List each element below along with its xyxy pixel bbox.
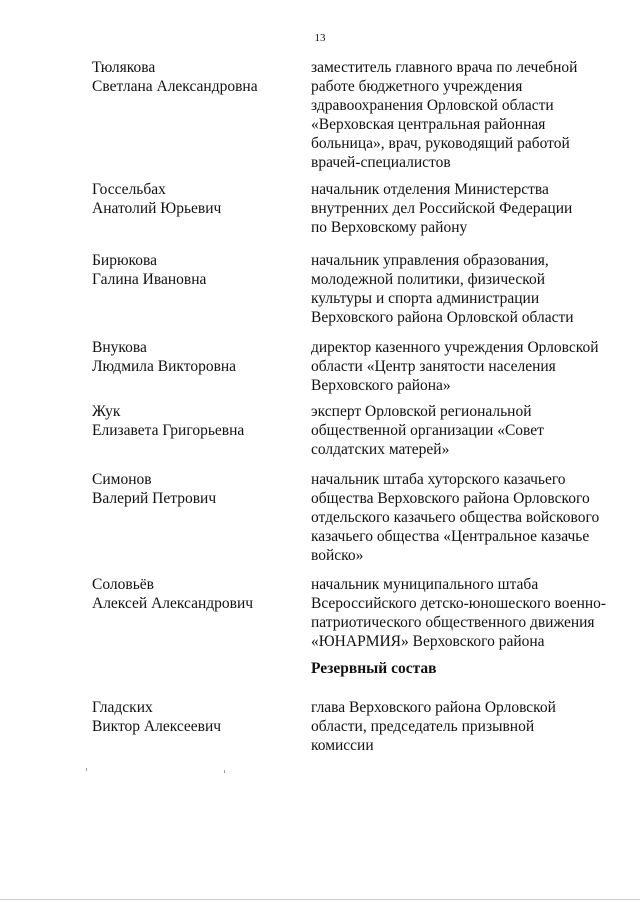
position-line: солдатских матерей» xyxy=(311,441,450,458)
position-line: комиссии xyxy=(311,737,374,754)
given-names: Людмила Викторовна xyxy=(92,358,237,375)
position-line: войско» xyxy=(311,547,364,564)
position-line: врачей-специалистов xyxy=(311,154,451,171)
scan-speck xyxy=(224,770,225,773)
member-position xyxy=(311,575,611,651)
surname: Гладских xyxy=(92,699,153,716)
surname: Симонов xyxy=(92,471,152,488)
position-line: общественной организации «Совет xyxy=(311,422,544,439)
surname: Соловьёв xyxy=(92,576,154,593)
position-line: начальник муниципального штаба xyxy=(311,576,539,593)
position-line: культуры и спорта администрации xyxy=(311,290,540,307)
position-line: начальник управления образования, xyxy=(311,252,549,269)
surname: Госсельбах xyxy=(92,181,166,198)
position-line: Верховского района» xyxy=(311,377,451,394)
surname: Тюлякова xyxy=(92,59,156,76)
given-names: Елизавета Григорьевна xyxy=(92,422,245,439)
given-names: Светлана Александровна xyxy=(92,78,258,95)
position-line: «Верховская центральная районная xyxy=(311,116,546,133)
page-number: 13 xyxy=(314,32,326,44)
position-line: эксперт Орловской региональной xyxy=(311,403,532,420)
given-names: Галина Ивановна xyxy=(92,271,207,288)
member-position xyxy=(311,58,611,172)
position-line: «ЮНАРМИЯ» Верховского района xyxy=(311,633,545,650)
position-line: глава Верховского района Орловской xyxy=(311,699,556,716)
position-line: отдельского казачьего общества войскового xyxy=(311,509,600,526)
member-name xyxy=(92,470,292,508)
position-line: области, председатель призывной xyxy=(311,718,535,735)
position-line: молодежной политики, физической xyxy=(311,271,546,288)
surname: Жук xyxy=(92,403,121,420)
position-line: области «Центр занятости населения xyxy=(311,358,556,375)
given-names: Алексей Александрович xyxy=(92,595,254,612)
member-position xyxy=(311,338,611,395)
member-name xyxy=(92,402,292,440)
position-line: заместитель главного врача по лечебной xyxy=(311,59,578,76)
position-line: здравоохранения Орловской области xyxy=(311,97,554,114)
reserve-section-heading: Резервный состав xyxy=(311,660,437,677)
given-names: Виктор Алексеевич xyxy=(92,718,222,735)
position-line: директор казенного учреждения Орловской xyxy=(311,339,599,356)
surname: Внукова xyxy=(92,339,147,356)
given-names: Валерий Петрович xyxy=(92,490,217,507)
member-name xyxy=(92,338,292,376)
position-line: казачьего общества «Центральное казачье xyxy=(311,528,590,545)
position-line: работе бюджетного учреждения xyxy=(311,78,523,95)
member-name xyxy=(92,251,292,289)
position-line: внутренних дел Российской Федерации xyxy=(311,200,573,217)
position-line: начальник штаба хуторского казачьего xyxy=(311,471,566,488)
position-line: Всероссийского детско-юношеского военно- xyxy=(311,595,607,612)
member-position xyxy=(311,698,611,755)
position-line: больница», врач, руководящий работой xyxy=(311,135,570,152)
member-name xyxy=(92,698,292,736)
member-position xyxy=(311,470,611,565)
position-line: начальник отделения Министерства xyxy=(311,181,549,198)
member-name xyxy=(92,180,292,218)
member-position xyxy=(311,251,611,327)
surname: Бирюкова xyxy=(92,252,158,269)
member-name xyxy=(92,575,292,613)
position-line: патриотического общественного движения xyxy=(311,614,595,631)
position-line: по Верховскому району xyxy=(311,219,468,236)
member-position xyxy=(311,402,611,459)
scan-edge-line xyxy=(0,899,640,900)
given-names: Анатолий Юрьевич xyxy=(92,200,222,217)
scan-speck xyxy=(86,768,87,771)
position-line: общества Верховского района Орловского xyxy=(311,490,590,507)
member-name xyxy=(92,58,292,96)
position-line: Верховского района Орловской области xyxy=(311,309,574,326)
member-position xyxy=(311,180,611,237)
